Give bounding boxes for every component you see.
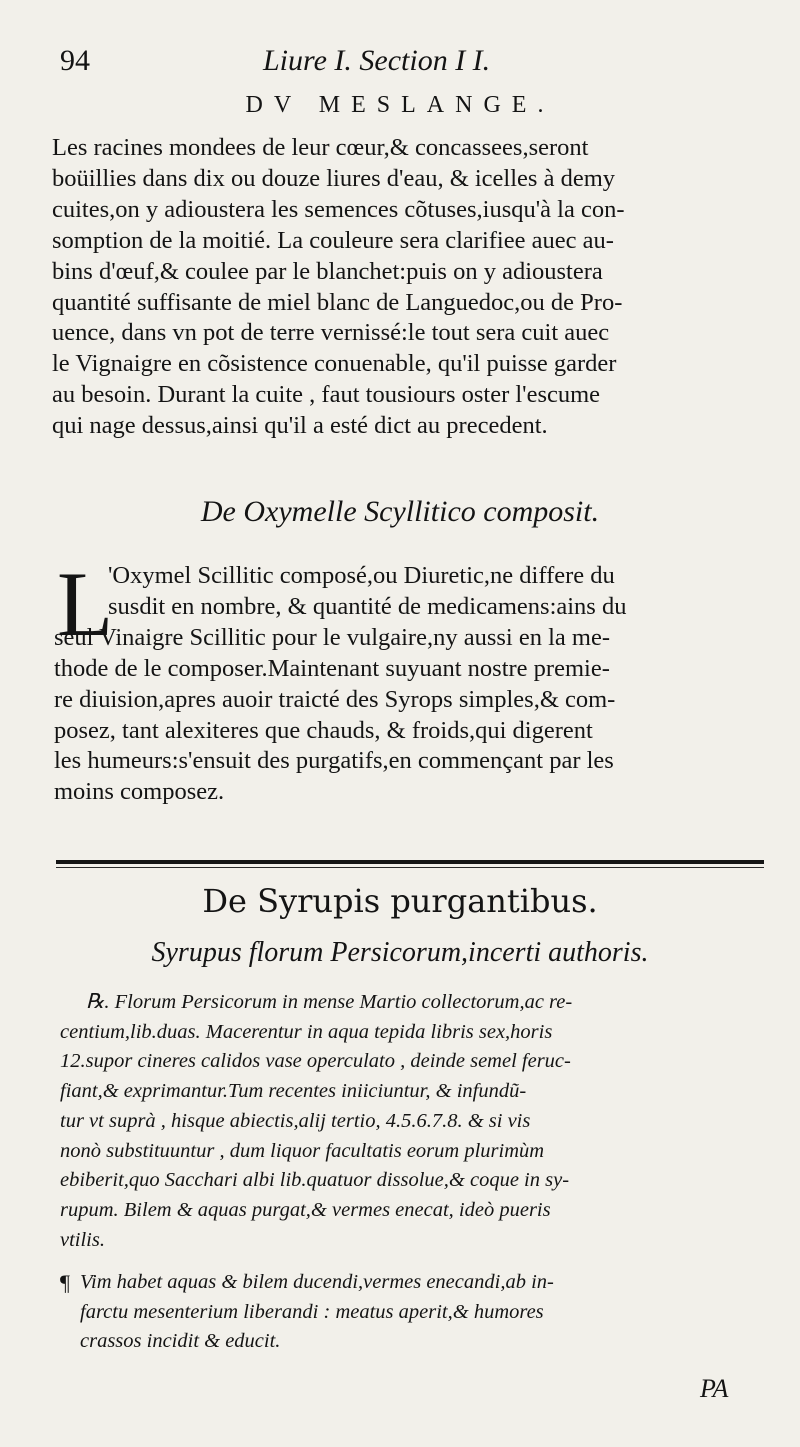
text-line: Les racines mondees de leur cœur,& concassees,seront: [52, 134, 589, 161]
text-line: au besoin. Durant la cuite , faut tousiours oster l'escume: [52, 381, 601, 409]
text-line: somption de la moitié. La couleure sera clarifiee auec au-: [52, 226, 614, 254]
section-divider-thin: [56, 867, 764, 868]
recipe-line: nonò substituuntur , dum liquor facultatis eorum plurimùm: [60, 1139, 545, 1162]
recipe-line: ebiberit,quo Sacchari albi lib.quatuor dissolue,& coque in sy-: [60, 1169, 570, 1192]
recipe-line: ℞. Florum Persicorum in mense Martio collectorum,ac re-: [86, 991, 573, 1013]
text-line: susdit en nombre, & quantité de medicamens:ains du: [108, 592, 627, 620]
text-line: cuites,on y adioustera les semences cõtuses,iusqu'à la con-: [52, 195, 625, 223]
text-line: posez, tant alexiteres que chauds, & froids,qui digerent: [54, 716, 593, 744]
recipe-line: vtilis.: [60, 1228, 105, 1251]
text-line: le Vignaigre en cõsistence conuenable, qu'il puisse garder: [52, 350, 617, 378]
subtitle-oxymelle: De Oxymelle Scyllitico composit.: [200, 495, 600, 528]
heading-syrupis: De Syrupis purgantibus.: [202, 882, 598, 920]
text-line: seul Vinaigre Scillitic pour le vulgaire,ny aussi en la me-: [54, 623, 610, 651]
text-line: uence, dans vn pot de terre vernissé:le tout sera cuit auec: [52, 319, 610, 347]
recipe-line: 12.supor cineres calidos vase operculato , deinde semel feruc-: [60, 1050, 571, 1073]
page-number: 94: [60, 44, 90, 77]
recipe-line: centium,lib.duas. Macerentur in aqua tepida libris sex,horis: [60, 1020, 553, 1043]
note-line: farctu mesenterium liberandi : meatus aperit,& humores: [80, 1300, 544, 1323]
text-line: 'Oxymel Scillitic composé,ou Diuretic,ne differe du: [108, 562, 615, 589]
recipe-line: rupum. Bilem & aquas purgat,& vermes enecat, ideò pueris: [60, 1198, 551, 1221]
recipe-line: fiant,& exprimantur.Tum recentes iniiciuntur, & infundũ-: [60, 1080, 527, 1103]
text-line: bins d'œuf,& coulee par le blanchet:puis on y adioustera: [52, 257, 603, 285]
text-line: moins composez.: [54, 778, 225, 806]
note-block: [60, 1268, 760, 1357]
recipe-line: tur vt suprà , hisque abiectis,alij tertio, 4.5.6.7.8. & si vis: [60, 1109, 531, 1132]
text-line: re diuision,apres auoir traicté des Syrops simples,& com-: [54, 685, 616, 713]
section-title: DV MESLANGE.: [245, 92, 555, 118]
text-line: boüillies dans dix ou douze liures d'eau, & icelles à demy: [52, 164, 616, 192]
heading-syrupus-florum: Syrupus florum Persicorum,incerti authoris.: [151, 937, 649, 968]
text-line: qui nage dessus,ainsi qu'il a esté dict au precedent.: [52, 412, 548, 440]
pilcrow-mark: ¶: [60, 1270, 70, 1295]
text-line: les humeurs:s'ensuit des purgatifs,en commençant par les: [54, 747, 614, 775]
note-line: crassos incidit & educit.: [80, 1330, 281, 1352]
page-header: [58, 42, 758, 82]
catchword: PA: [700, 1374, 729, 1403]
text-line: quantité suffisante de miel blanc de Languedoc,ou de Pro-: [52, 288, 623, 316]
paragraph-oxymel: [54, 561, 760, 808]
note-line: Vim habet aquas & bilem ducendi,vermes enecandi,ab in-: [80, 1271, 554, 1293]
running-title: Liure I. Section I I.: [263, 44, 491, 77]
paragraph-meslange: [52, 133, 758, 442]
text-line: thode de le composer.Maintenant suyuant nostre premie-: [54, 654, 610, 682]
drop-capital: L: [57, 553, 114, 655]
section-divider: [56, 860, 764, 864]
recipe-text: [60, 988, 760, 1255]
